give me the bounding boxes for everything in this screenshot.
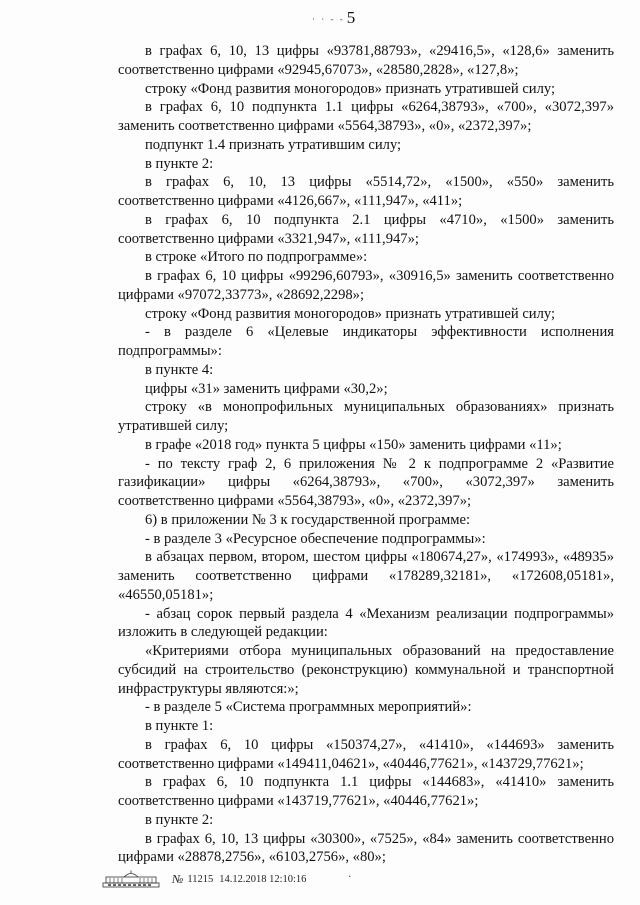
paragraph: в графах 6, 10 цифры «99296,60793», «30916,5» заменить соответственно цифрами «97072,33773», «28692,2298»; (118, 268, 614, 303)
paragraph: в пункте 2: (145, 811, 214, 828)
paragraph: в графах 6, 10 цифры «150374,27», «41410», «144693» заменить соответственно цифрами «149411,04621», «40446,77621», «143729,77621»; (118, 736, 614, 772)
document-body (118, 42, 614, 867)
paragraph: - абзац сорок первый раздела 4 «Механизм реализации подпрограммы» изложить в следующей редакции: (118, 605, 614, 641)
paragraph: - в разделе 3 «Ресурсное обеспечение подпрограммы»: (145, 530, 486, 547)
paragraph: в графах 6, 10 подпункта 1.1 цифры «144683», «41410» заменить соответственно цифрами «143719,77621», «40446,77621»; (118, 774, 614, 809)
paragraph: «Критериями отбора муниципальных образований на предоставление субсидий на строительство (реконструкцию) коммунальной и транспортной инфраструктуры являются:»; (118, 643, 614, 697)
paragraph: в графе «2018 год» пункта 5 цифры «150» заменить цифрами «11»; (145, 436, 562, 453)
page-number (312, 8, 356, 28)
paragraph: в графах 6, 10, 13 цифры «93781,88793», «29416,5», «128,6» заменить соответственно цифрами «92945,67073», «28580,2828», «127,8»; (118, 43, 614, 78)
paragraph: в графах 6, 10, 13 цифры «5514,72», «1500», «550» заменить соответственно цифрами «4126,667», «111,947», «411»; (118, 174, 614, 209)
doc-number-sign: № (172, 871, 184, 886)
paragraph: 6) в приложении № 3 к государственной программе: (145, 511, 471, 528)
building-emblem-icon (102, 870, 160, 888)
doc-number: 11215 (187, 873, 214, 885)
paragraph: в графах 6, 10, 13 цифры «30300», «7525», «84» заменить соответственно цифрами «28878,2756», «6103,2756», «80»; (118, 830, 614, 866)
paragraph: - по тексту граф 2, 6 приложения № 2 к подпрограмме 2 «Развитие газификации» цифры «6264,38793», «700», «3072,397» заменить соответственно цифрами «5564,38793», «0», «2372,397»; (118, 455, 614, 509)
scan-artifact: · (348, 872, 352, 883)
paragraph: в пункте 1: (145, 718, 214, 734)
scan-marks: · · ‑ ‑ (312, 14, 345, 25)
paragraph: строку «Фонд развития моногородов» признать утратившей силу; (145, 80, 556, 97)
doc-datetime: 14.12.2018 12:10:16 (219, 873, 307, 885)
paragraph: строку «в монопрофильных муниципальных образованиях» признать утратившей силу; (118, 399, 614, 434)
paragraph: - в разделе 5 «Система программных мероприятий»: (145, 699, 472, 716)
paragraph: цифры «31» заменить цифрами «30,2»; (145, 380, 388, 397)
footer-stamp (102, 869, 306, 889)
paragraph: в графах 6, 10 подпункта 1.1 цифры «6264,38793», «700», «3072,397» заменить соответственно цифрами «5564,38793», «0», «2372,397»; (118, 99, 614, 134)
page-number-value: 5 (346, 8, 357, 27)
paragraph: в пункте 4: (145, 361, 214, 378)
paragraph: в пункте 2: (145, 155, 214, 172)
paragraph: подпункт 1.4 признать утратившим силу; (145, 136, 402, 153)
paragraph: строку «Фонд развития моногородов» признать утратившей силу; (145, 305, 556, 322)
paragraph: в графах 6, 10 подпункта 2.1 цифры «4710», «1500» заменить соответственно цифрами «3321,947», «111,947»; (118, 211, 614, 247)
paragraph: в абзацах первом, втором, шестом цифры «180674,27», «174993», «48935» заменить соответственно цифрами «178289,32181», «172608,05181», «46550,05181»; (118, 549, 614, 603)
paragraph: в строке «Итого по подпрограмме»: (145, 249, 368, 266)
paragraph: - в разделе 6 «Целевые индикаторы эффективности исполнения подпрограммы»: (118, 324, 614, 359)
